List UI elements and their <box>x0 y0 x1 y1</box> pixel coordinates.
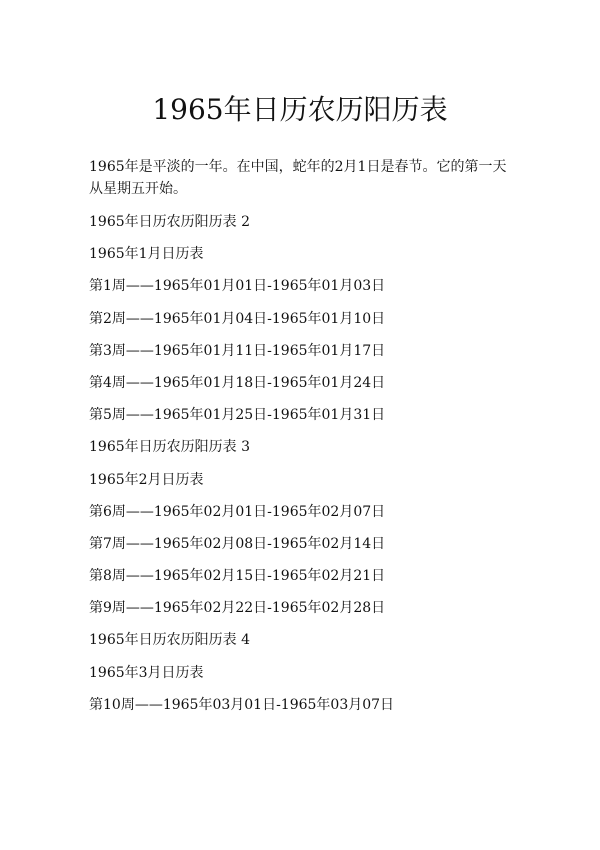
calendar-line-list <box>89 212 529 727</box>
section-heading: 1965年日历农历阳历表 4 <box>89 632 250 649</box>
week-line: 第5周——1965年01月25日-1965年01月31日 <box>89 407 386 424</box>
page-title: 1965年日历农历阳历表 <box>152 93 448 126</box>
intro-paragraph: 1965年是平淡的一年。在中国，蛇年的2月1日是春节。它的第一天从星期五开始。 <box>89 159 507 197</box>
week-line: 第6周——1965年02月01日-1965年02月07日 <box>89 503 386 520</box>
week-line: 第10周——1965年03月01日-1965年03月07日 <box>89 696 395 713</box>
month-heading: 1965年2月日历表 <box>89 471 204 488</box>
section-heading: 1965年日历农历阳历表 2 <box>89 214 250 230</box>
week-line: 第4周——1965年01月18日-1965年01月24日 <box>89 374 386 391</box>
week-line: 第1周——1965年01月01日-1965年01月03日 <box>89 278 386 295</box>
week-line: 第3周——1965年01月11日-1965年01月17日 <box>89 342 386 359</box>
section-heading: 1965年日历农历阳历表 3 <box>89 439 250 456</box>
week-line: 第2周——1965年01月04日-1965年01月10日 <box>89 310 386 327</box>
week-line: 第7周——1965年02月08日-1965年02月14日 <box>89 535 386 552</box>
month-heading: 1965年3月日历表 <box>89 664 204 681</box>
week-line: 第8周——1965年02月15日-1965年02月21日 <box>89 568 386 585</box>
week-line: 第9周——1965年02月22日-1965年02月28日 <box>89 600 386 617</box>
month-heading: 1965年1月日历表 <box>89 246 204 263</box>
